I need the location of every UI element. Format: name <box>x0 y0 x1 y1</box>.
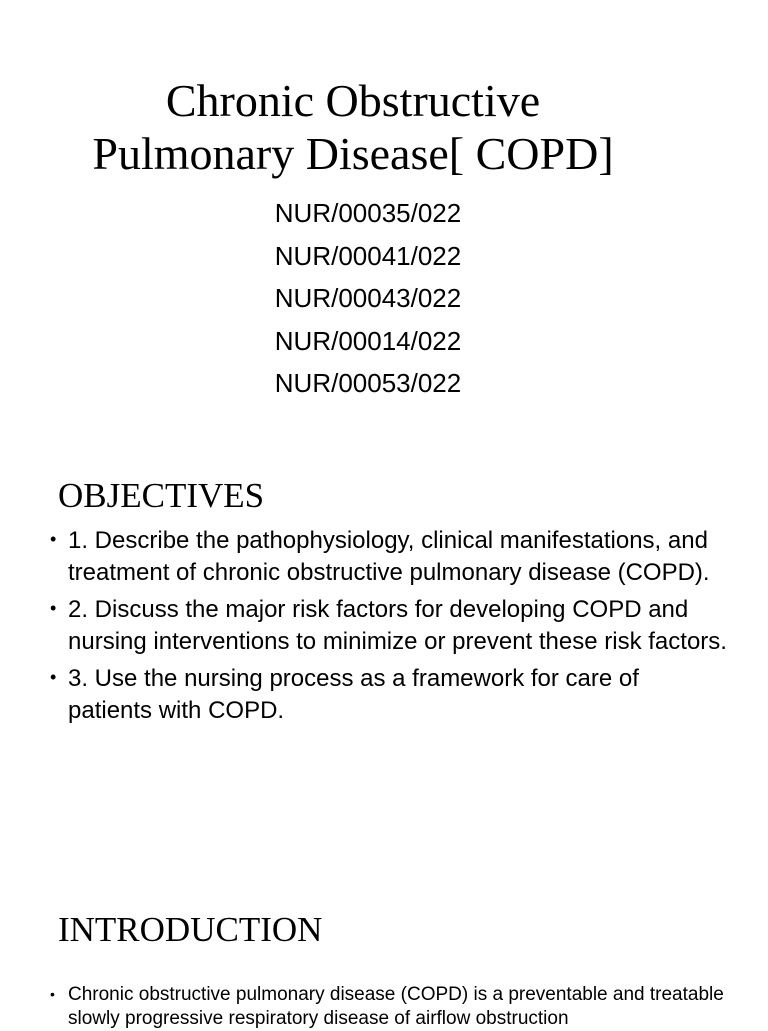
introduction-slide <box>0 870 768 1029</box>
objective-item <box>48 525 728 588</box>
title-line-2: Pulmonary Disease[ COPD] <box>92 128 614 179</box>
objective-item <box>48 594 728 657</box>
bullet-icon: • <box>50 667 57 687</box>
student-id: NUR/00041/022 <box>274 240 462 271</box>
bullet-icon: • <box>50 598 57 618</box>
objectives-slide <box>0 440 768 870</box>
student-id-list <box>230 192 506 405</box>
student-id: NUR/00053/022 <box>274 368 462 398</box>
objectives-list <box>48 525 728 732</box>
student-id: NUR/00014/022 <box>274 325 462 356</box>
objectives-heading: OBJECTIVES <box>58 476 265 515</box>
introduction-text: Chronic obstructive pulmonary disease (COPD) is a preventable and treatable slowly progressive respiratory disease of airflow obstruction <box>68 984 724 1029</box>
objective-text: 2. Discuss the major risk factors for developing COPD and nursing interventions to minimize or prevent these risk factors. <box>68 596 727 655</box>
objective-text: 1. Describe the pathophysiology, clinical manifestations, and treatment of chronic obstructive pulmonary disease (COPD). <box>68 527 710 586</box>
student-id: NUR/00043/022 <box>274 283 462 313</box>
objective-item <box>48 663 728 726</box>
title-line-1: Chronic Obstructive <box>165 75 541 126</box>
objective-text: 3. Use the nursing process as a framework for care of patients with COPD. <box>68 665 639 724</box>
title-slide <box>0 0 768 440</box>
bullet-icon: • <box>50 529 57 549</box>
introduction-heading: INTRODUCTION <box>58 910 323 949</box>
bullet-icon: • <box>50 986 55 1002</box>
student-id: NUR/00035/022 <box>274 198 462 228</box>
